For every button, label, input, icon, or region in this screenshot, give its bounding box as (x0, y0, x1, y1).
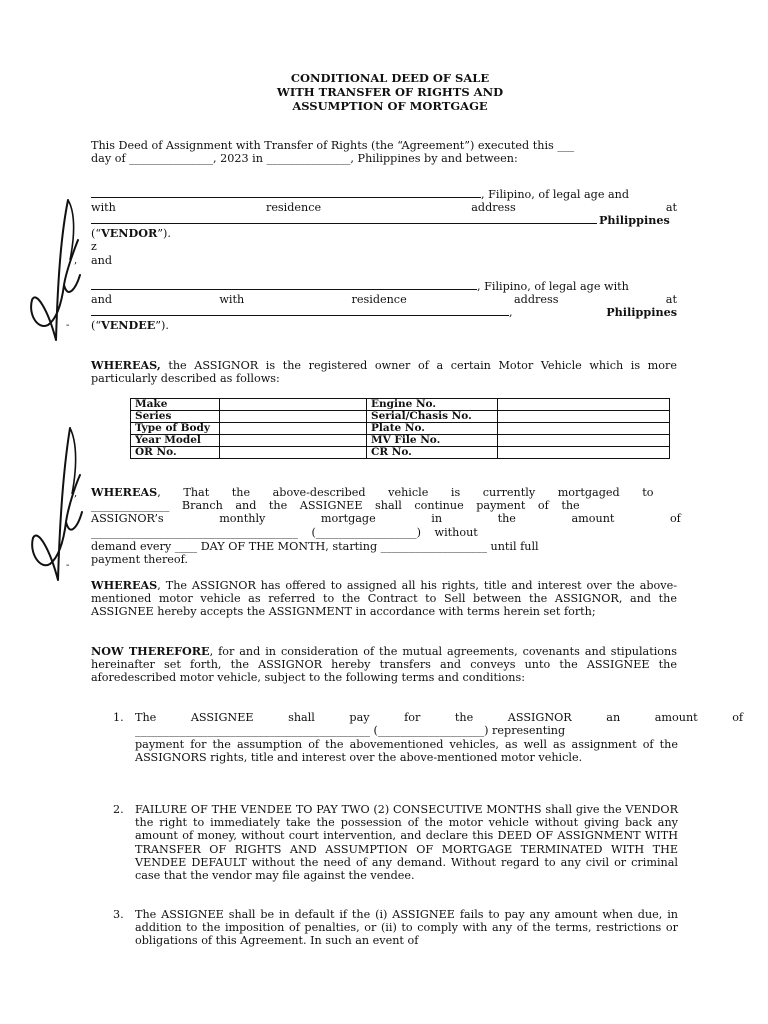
document-title-line2: WITH TRANSFER OF RIGHTS AND (276, 85, 504, 99)
item-1-line2: __________________________________________ (___________________) representing (135, 724, 566, 737)
whereas-ownership: WHEREAS, the ASSIGNOR is the registered owner of a certain Motor Vehicle which is more particularly described as follows: (91, 358, 677, 386)
vehicle-table-row (131, 411, 670, 423)
vehicle-table-value-cell[interactable] (498, 399, 670, 411)
vehicle-table-label-cell: Plate No. (367, 423, 498, 435)
vehicle-table-value-cell[interactable] (220, 435, 367, 447)
whereas-mortgage-line6: payment thereof. (91, 553, 188, 566)
signature-comma-lower: , (74, 488, 78, 499)
vendee-address-blank[interactable] (91, 306, 509, 316)
intro-line2: day of _______________, 2023 in _______________, Philippines by and between: (91, 152, 518, 165)
vehicle-table-value-cell[interactable] (220, 399, 367, 411)
document-title-line3: ASSUMPTION OF MORTGAGE (292, 99, 488, 113)
vehicle-table-row (131, 435, 670, 447)
item-1-rest: payment for the assumption of the abovementioned vehicles, as well as assignment of the ASSIGNORS rights, title and interest over the above-mentioned motor vehicle. (135, 738, 678, 765)
vehicle-table-value-cell[interactable] (498, 435, 670, 447)
signature-tick-upper: - (66, 320, 70, 331)
document-title-line1: CONDITIONAL DEED OF SALE (290, 71, 490, 85)
item-2-text: FAILURE OF THE VENDEE TO PAY TWO (2) CONSECUTIVE MONTHS shall give the VENDOR the right to immediately take the possession of the motor vehicle without giving back any amount of money, without court intervention, and declare this DEED OF ASSIGNMENT WITH TRANSFER OF RIGHTS AND ASSUMPTION OF MORTGAGE TERMINATED WITH THE VENDEE DEFAULT without the need of any demand. Without regard to any civil or criminal case that the vendor may file against the vendee. (135, 803, 678, 883)
vendor-name-blank[interactable] (91, 188, 481, 198)
vendee-name-blank[interactable] (91, 280, 477, 290)
item-1-number: 1. (113, 711, 124, 724)
whereas-mortgage-line2: ______________ Branch and the ASSIGNEE shall continue payment of the (91, 499, 580, 512)
vehicle-table-label-cell: MV File No. (367, 435, 498, 447)
whereas-mortgage-line4: _____________________________________ (__________________) without (91, 526, 478, 539)
vehicle-table-label-cell: Type of Body (131, 423, 220, 435)
vendee-name-line: , Filipino, of legal age with (91, 280, 677, 293)
signature-comma-upper: , (74, 255, 78, 266)
item-3-text: The ASSIGNEE shall be in default if the (i) ASSIGNEE fails to pay any amount when due, in addition to the imposition of penalties, or (ii) to comply with any of the terms, restrictions or obligations of this Agreement. In such an event of (135, 908, 678, 948)
and-connector: and (91, 254, 113, 267)
item-3-number: 3. (113, 908, 124, 921)
intro-line1: This Deed of Assignment with Transfer of Rights (the “Agreement”) executed this ___ (91, 139, 575, 152)
vehicle-table-label-cell: OR No. (131, 447, 220, 459)
vehicle-details-table (130, 398, 670, 459)
whereas-mortgage-line1: WHEREAS, That the above-described vehicle is currently mortgaged to (91, 485, 654, 499)
vendor-name-line: , Filipino, of legal age and (91, 188, 677, 201)
vehicle-table-value-cell[interactable] (498, 423, 670, 435)
whereas-mortgage-line5: demand every ____ DAY OF THE MONTH, starting ___________________ until full (91, 540, 539, 553)
vehicle-table-value-cell[interactable] (220, 447, 367, 459)
vehicle-table-label-cell: Engine No. (367, 399, 498, 411)
vendee-label: (“VENDEE”). (91, 318, 169, 332)
signature-mark-upper (18, 190, 88, 350)
vehicle-table-row (131, 399, 670, 411)
vendee-residence-line: and with residence address at (91, 293, 677, 306)
vehicle-table-label-cell: Year Model (131, 435, 220, 447)
now-therefore-clause: NOW THEREFORE, for and in consideration of the mutual agreements, covenants and stipulations hereinafter set forth, the ASSIGNOR hereby transfers and conveys unto the ASSIGNEE the aforedescribed motor vehicle, subject to the following terms and conditions: (91, 644, 677, 685)
vehicle-table-value-cell[interactable] (498, 411, 670, 423)
vehicle-table-label-cell: Serial/Chasis No. (367, 411, 498, 423)
vehicle-table-label-cell: CR No. (367, 447, 498, 459)
stray-mark: z (91, 240, 97, 253)
signature-mark-lower (18, 420, 88, 590)
vehicle-table-value-cell[interactable] (498, 447, 670, 459)
vendor-residence-line: with residence address at (91, 201, 677, 214)
item-1-line1: The ASSIGNEE shall pay for the ASSIGNOR an amount of (135, 711, 744, 724)
vehicle-table-value-cell[interactable] (220, 423, 367, 435)
vendor-address-blank[interactable] (91, 214, 597, 224)
whereas-assignment: WHEREAS, The ASSIGNOR has offered to assigned all his rights, title and interest over the above-mentioned motor vehicle as referred to the Contract to Sell between the ASSIGNOR, and the ASSIGNEE hereby accepts the ASSIGNMENT in accordance with terms herein set forth; (91, 578, 677, 619)
vendee-address-line: , Philippines (91, 306, 677, 319)
vendor-address-line: Philippines (91, 214, 677, 227)
vendor-label: (“VENDOR”). (91, 226, 171, 240)
vehicle-table-label-cell: Series (131, 411, 220, 423)
vehicle-table-label-cell: Make (131, 399, 220, 411)
vehicle-table-row (131, 423, 670, 435)
whereas-mortgage-line3: ASSIGNOR’s monthly mortgage in the amount of (91, 512, 681, 525)
signature-tick-lower: - (66, 560, 70, 571)
item-2-number: 2. (113, 803, 124, 816)
vehicle-table-row (131, 447, 670, 459)
vehicle-table-value-cell[interactable] (220, 411, 367, 423)
